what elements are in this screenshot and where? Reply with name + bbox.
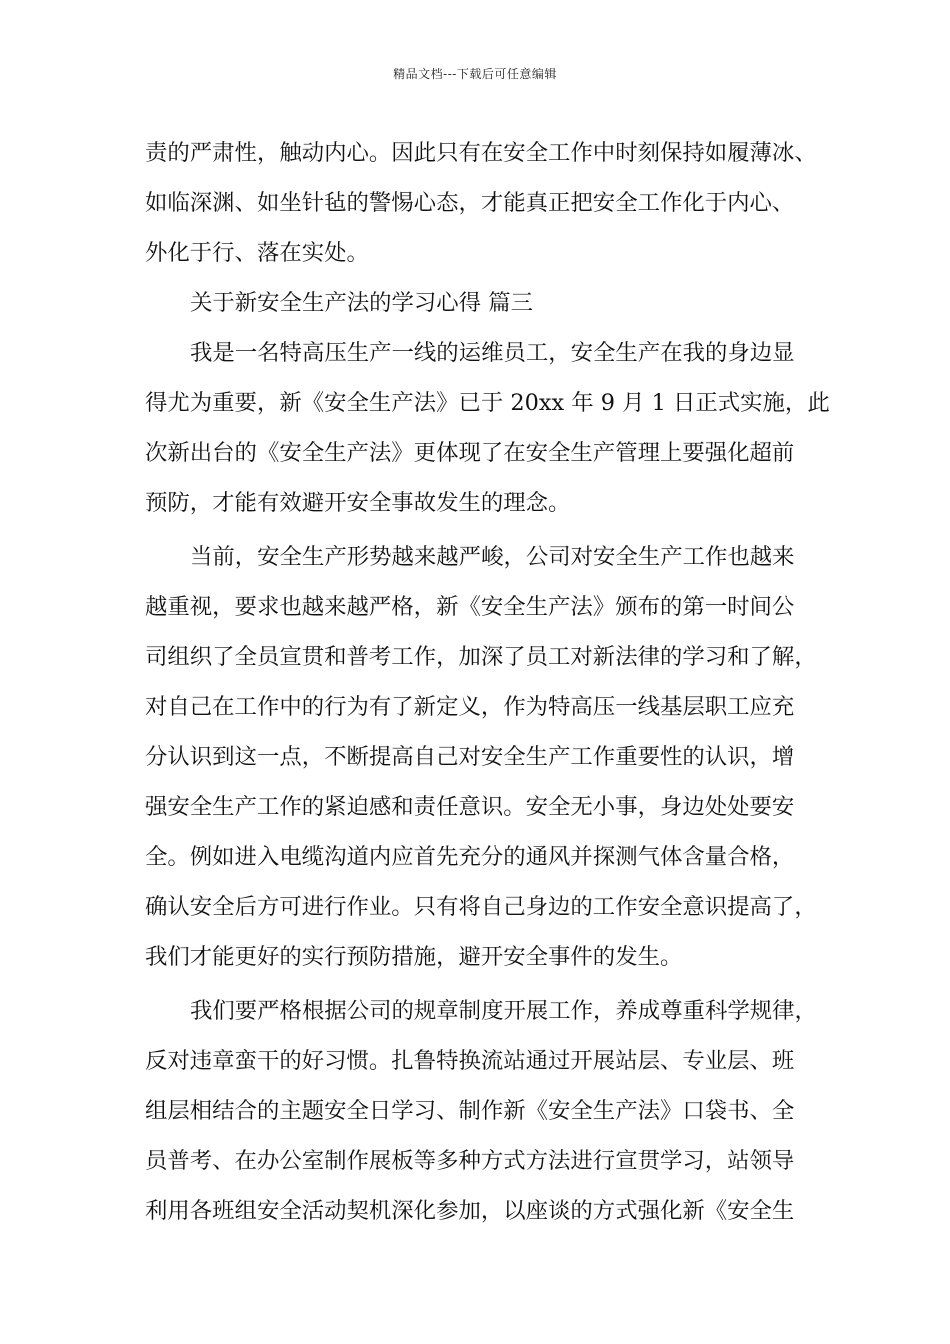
text-line: 组层相结合的主题安全日学习、制作新《安全生产法》口袋书、全 [145, 1098, 795, 1124]
document-body [145, 128, 830, 1236]
text-line: 对自己在工作中的行为有了新定义，作为特高压一线基层职工应充 [145, 694, 795, 720]
text-line: 确认安全后方可进行作业。只有将自己身边的工作安全意识提高了， [145, 894, 817, 920]
text-line: 当前，安全生产形势越来越严峻，公司对安全生产工作也越来 [190, 544, 795, 570]
text-line: 司组织了全员宣贯和普考工作，加深了员工对新法律的学习和了解， [145, 644, 817, 670]
paragraph [145, 986, 817, 1236]
text-line: 越重视，要求也越来越严格，新《安全生产法》颁布的第一时间公 [145, 594, 795, 620]
section-heading [145, 278, 817, 328]
text-line: 责的严肃性，触动内心。因此只有在安全工作中时刻保持如履薄冰、 [145, 140, 817, 166]
section-heading-text: 关于新安全生产法的学习心得 篇三 [190, 290, 533, 316]
page-header: 精品文档---下载后可任意编辑 [393, 67, 557, 81]
text-line: 我们才能更好的实行预防措施，避开安全事件的发生。 [145, 944, 683, 970]
text-line: 利用各班组安全活动契机深化参加，以座谈的方式强化新《安全生 [145, 1198, 795, 1224]
text-line: 员普考、在办公室制作展板等多种方式方法进行宣贯学习，站领导 [145, 1148, 795, 1174]
text-line: 强安全生产工作的紧迫感和责任意识。安全无小事，身边处处要安 [145, 794, 795, 820]
text-line: 我是一名特高压生产一线的运维员工，安全生产在我的身边显 [190, 340, 795, 366]
text-line: 如临深渊、如坐针毡的警惕心态，才能真正把安全工作化于内心、 [145, 190, 795, 216]
paragraph [145, 328, 830, 528]
text-line: 预防，才能有效避开安全事故发生的理念。 [145, 490, 571, 516]
text-line: 次新出台的《安全生产法》更体现了在安全生产管理上要强化超前 [145, 440, 795, 466]
continuation-paragraph [145, 128, 817, 278]
text-line: 反对违章蛮干的好习惯。扎鲁特换流站通过开展站层、专业层、班 [145, 1048, 795, 1074]
paragraph [145, 532, 817, 982]
text-line: 得尤为重要，新《安全生产法》已于 20xx 年 9 月 1 日正式实施，此 [145, 390, 830, 416]
text-line: 分认识到这一点，不断提高自己对安全生产工作重要性的认识，增 [145, 744, 795, 770]
text-line: 外化于行、落在实处。 [145, 240, 369, 266]
text-line: 我们要严格根据公司的规章制度开展工作，养成尊重科学规律， [190, 998, 817, 1024]
text-line: 全。例如进入电缆沟道内应首先充分的通风并探测气体含量合格， [145, 844, 795, 870]
